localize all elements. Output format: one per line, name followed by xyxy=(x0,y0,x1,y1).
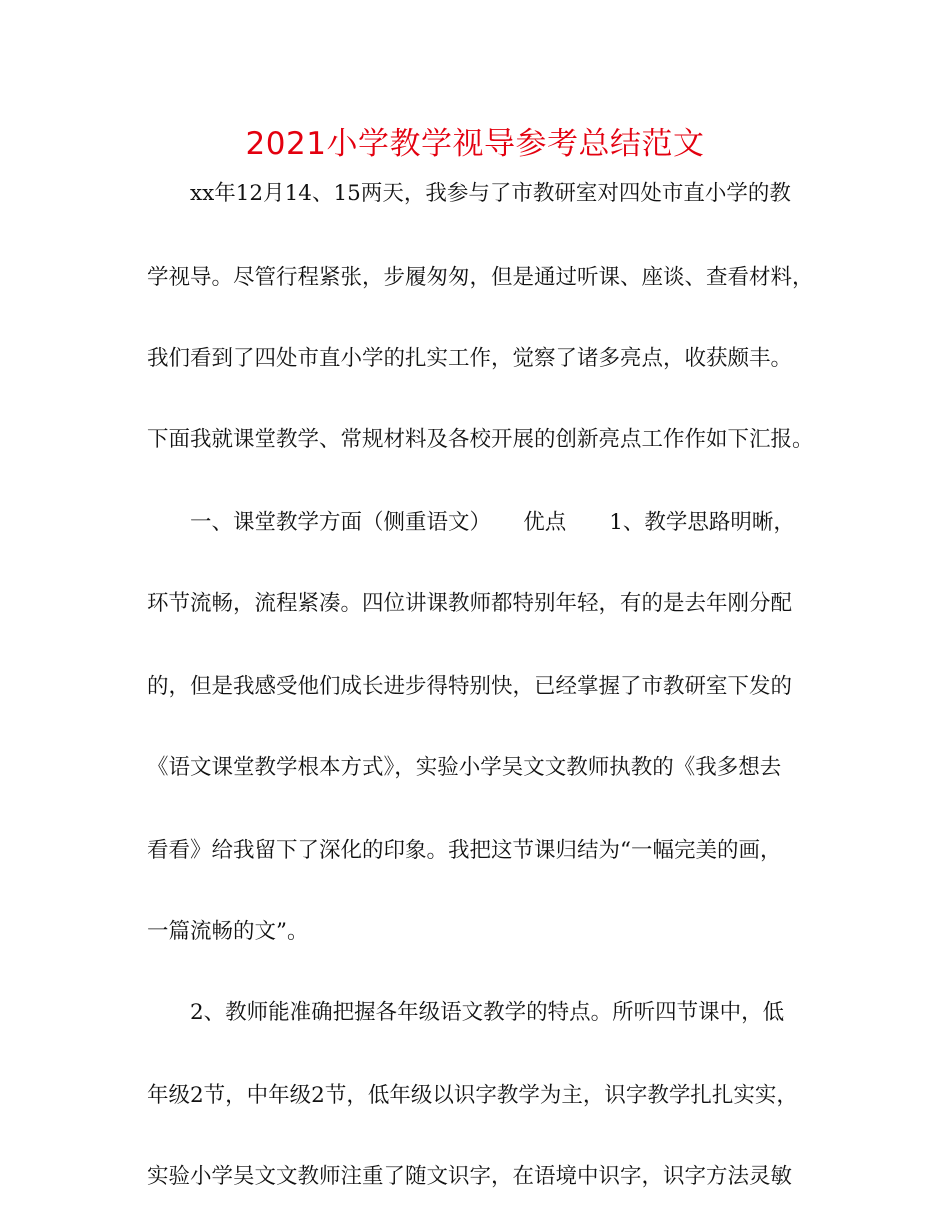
paragraph-line: 学视导。尽管行程紧张，步履匆匆，但是通过听课、座谈、查看材料， xyxy=(147,265,814,290)
paragraph-line: 实验小学吴文文教师注重了随文识字，在语境中识字，识字方法灵敏 xyxy=(147,1164,793,1189)
paragraph-line: 看看》给我留下了深化的印象。我把这节课归结为“一幅完美的画， xyxy=(147,838,782,863)
paragraph-line: 一篇流畅的文”。 xyxy=(147,919,309,944)
document-title: 2021小学教学视导参考总结范文 xyxy=(245,126,705,162)
paragraph-line: 《语文课堂教学根本方式》，实验小学吴文文教师执教的《我多想去 xyxy=(147,755,782,780)
paragraph-line: 环节流畅，流程紧凑。四位讲课教师都特别年轻，有的是去年刚分配 xyxy=(147,591,793,616)
paragraph-line: 2、教师能准确把握各年级语文教学的特点。所听四节课中，低 xyxy=(190,1000,785,1025)
paragraph-line: 年级2节，中年级2节，低年级以识字教学为主，识字教学扎扎实实， xyxy=(147,1083,798,1108)
paragraph-line: xx年12月14、15两天，我参与了市教研室对四处市直小学的教 xyxy=(190,181,791,206)
paragraph-line: 我们看到了四处市直小学的扎实工作，觉察了诸多亮点，收获颇丰。 xyxy=(147,346,793,371)
paragraph-line: 一、课堂教学方面（侧重语文） 优点 1、教学思路明晰， xyxy=(190,510,795,535)
paragraph-line: 下面我就课堂教学、常规材料及各校开展的创新亮点工作作如下汇报。 xyxy=(147,427,814,452)
paragraph-line: 的，但是我感受他们成长进步得特别快，已经掌握了市教研室下发的 xyxy=(147,674,793,699)
